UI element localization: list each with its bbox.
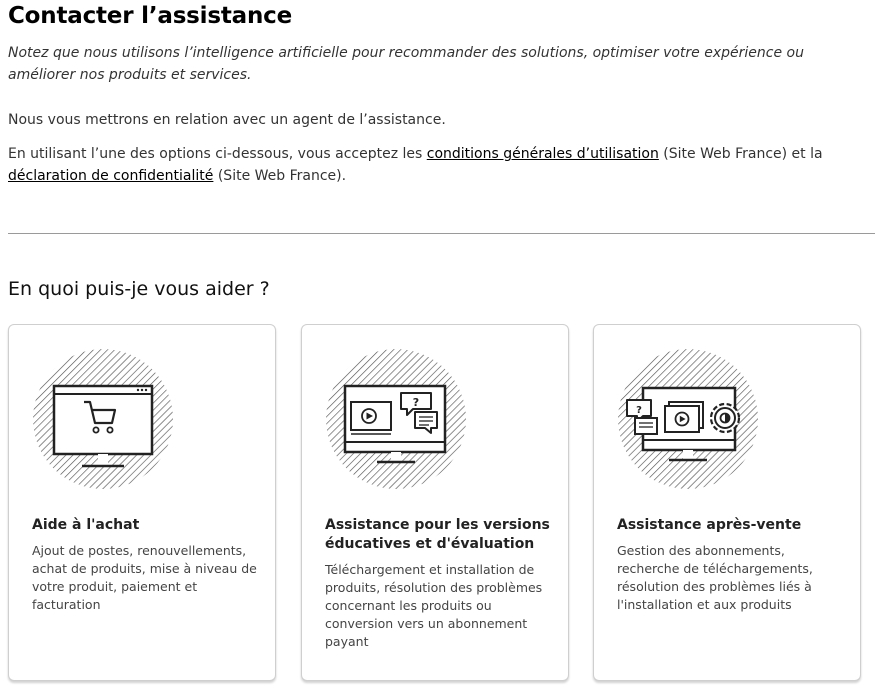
question-mark: ? [412, 396, 420, 409]
shopping-cart-monitor-icon [28, 344, 178, 494]
card-title: Assistance pour les versions éducatives et d'évaluation [325, 517, 550, 552]
section-title: En quoi puis-je vous aider ? [8, 278, 270, 300]
card-title: Aide à l'achat [32, 517, 140, 533]
privacy-statement-link[interactable]: déclaration de confidentialité [8, 168, 214, 184]
card-education-trial-support[interactable] [301, 324, 569, 681]
education-trial-monitor-icon [321, 344, 471, 494]
ai-notice: Notez que nous utilisons l’intelligence artificielle pour recommander des solutions, optimiser votre expérience ou améliorer nos produits et services. [8, 45, 804, 83]
card-purchase-help[interactable] [8, 324, 276, 681]
section-divider [8, 233, 875, 234]
terms-prefix: En utilisant l’une des options ci-dessous, vous acceptez les [8, 146, 427, 162]
card-after-sales-support[interactable] [593, 324, 861, 681]
terms-suffix: (Site Web France). [213, 168, 347, 184]
card-description: Téléchargement et installation de produits, résolution des problèmes concernant les produits ou conversion vers un abonnement payant [325, 562, 543, 649]
terms-notice [8, 143, 858, 187]
question-mark: ? [636, 405, 642, 416]
terms-of-use-link[interactable]: conditions générales d’utilisation [426, 146, 659, 162]
page-title: Contacter l’assistance [8, 3, 292, 29]
after-sales-monitor-icon [613, 344, 763, 494]
agent-notice: Nous vous mettrons en relation avec un agent de l’assistance. [8, 112, 446, 128]
card-description: Gestion des abonnements, recherche de téléchargements, résolution des problèmes liés à l'installation et aux produits [617, 543, 813, 612]
card-title: Assistance après-vente [617, 517, 802, 533]
card-description: Ajout de postes, renouvellements, achat de produits, mise à niveau de votre produit, paiement et facturation [32, 543, 257, 612]
terms-middle: (Site Web France) et la [658, 146, 823, 162]
